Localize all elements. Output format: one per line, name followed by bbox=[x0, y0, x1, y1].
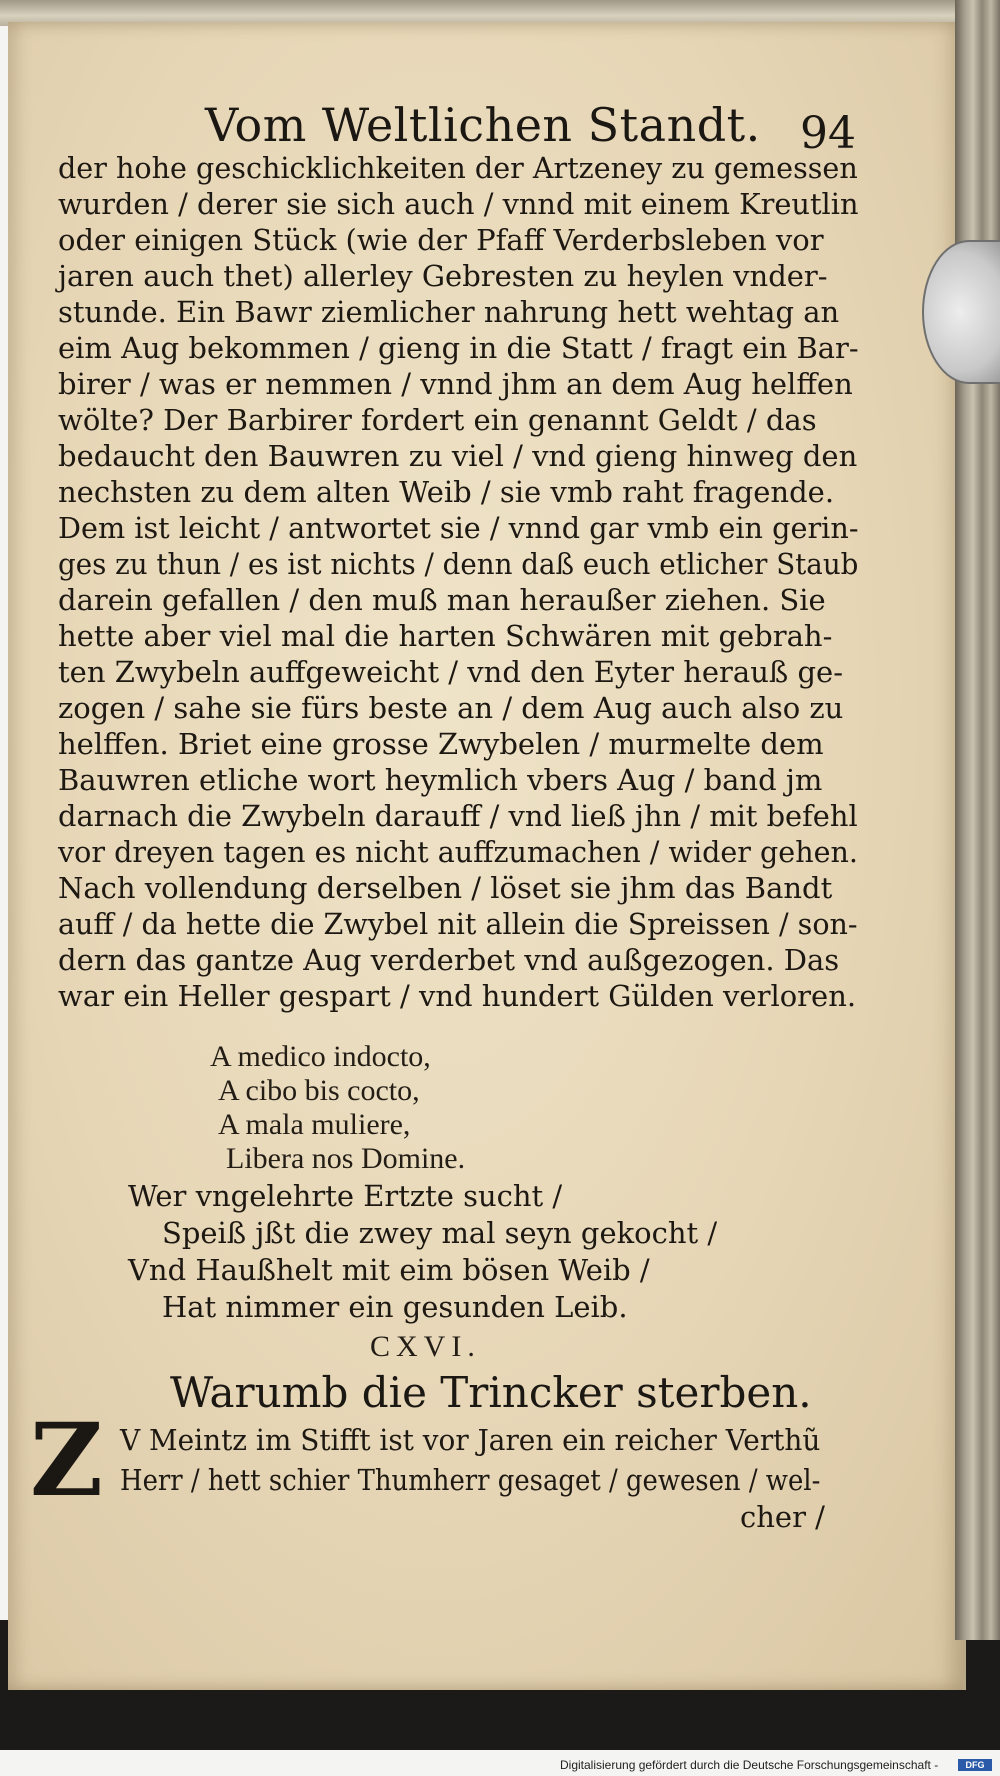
text-line: auff / da hette die Zwybel nit allein die Spreissen / son- bbox=[58, 907, 858, 941]
text-line: oder einigen Stück (wie der Pfaff Verderbsleben vor bbox=[58, 223, 824, 257]
digitization-credit: Digitalisierung gefördert durch die Deutsche Forschungsgemeinschaft - bbox=[560, 1758, 939, 1772]
text-line: wölte? Der Barbirer fordert ein genannt Geldt / das bbox=[58, 403, 817, 437]
dfg-logo: DFG bbox=[958, 1759, 992, 1771]
text-line: bedaucht den Bauwren zu viel / vnd gieng hinweg den bbox=[58, 439, 858, 473]
text-line: der hohe geschicklichkeiten der Artzeney zu gemessen bbox=[58, 151, 858, 185]
verse-line: A medico indocto, bbox=[210, 1040, 431, 1073]
running-head: Vom Weltlichen Standt. bbox=[205, 98, 761, 152]
text-line: darnach die Zwybeln darauff / vnd ließ jhn / mit befehl bbox=[58, 799, 858, 833]
chapter-body bbox=[120, 1420, 820, 1500]
verse-line: Hat nimmer ein gesunden Leib. bbox=[161, 1290, 628, 1324]
verse-line: A mala muliere, bbox=[218, 1108, 411, 1141]
text-line: Bauwren etliche wort heymlich vbers Aug / band jm bbox=[58, 763, 823, 797]
text-line: stunde. Ein Bawr ziemlicher nahrung hett wehtag an bbox=[58, 295, 840, 329]
chapter-number: CXVI. bbox=[370, 1330, 481, 1363]
text-line: Herr / hett schier Thumherr gesaget / gewesen / wel- bbox=[120, 1463, 821, 1497]
body-text bbox=[58, 150, 858, 1014]
text-line: vor dreyen tagen es nicht auffzumachen / wider gehen. bbox=[58, 835, 858, 869]
text-line: ten Zwybeln auffgeweicht / vnd den Eyter herauß ge- bbox=[58, 655, 843, 689]
verse-line: Speiß jßt die zwey mal seyn gekocht / bbox=[161, 1216, 718, 1250]
text-line: dern das gantze Aug verderbet vnd außgezogen. Das bbox=[58, 943, 840, 977]
text-line: Nach vollendung derselben / löset sie jhm das Bandt bbox=[58, 871, 833, 905]
page-number: 94 bbox=[800, 108, 856, 159]
catchword: cher / bbox=[740, 1500, 825, 1534]
verse-line: Wer vngelehrte Ertzte sucht / bbox=[128, 1179, 563, 1213]
text-line: hette aber viel mal die harten Schwären mit gebrah- bbox=[58, 619, 833, 653]
german-verse bbox=[128, 1178, 718, 1326]
drop-cap: Z bbox=[30, 1401, 103, 1519]
text-line: war ein Heller gespart / vnd hundert Gülden verloren. bbox=[58, 979, 857, 1013]
latin-verse bbox=[210, 1040, 465, 1176]
text-line: ges zu thun / es ist nichts / denn daß euch etlicher Staub bbox=[58, 547, 859, 581]
text-line: birer / was er nemmen / vnnd jhm an dem Aug helffen bbox=[58, 367, 853, 401]
text-line: eim Aug bekommen / gieng in die Statt / fragt ein Bar- bbox=[58, 331, 859, 365]
text-line: V Meintz im Stifft ist vor Jaren ein reicher Verthũ bbox=[120, 1423, 821, 1457]
text-line: helffen. Briet eine grosse Zwybelen / murmelte dem bbox=[58, 727, 824, 761]
text-line: zogen / sahe sie fürs beste an / dem Aug auch also zu bbox=[58, 691, 844, 725]
text-line: wurden / derer sie sich auch / vnnd mit einem Kreutlin bbox=[58, 187, 859, 221]
verse-line: Vnd Haußhelt mit eim bösen Weib / bbox=[128, 1253, 650, 1287]
text-line: darein gefallen / den muß man heraußer ziehen. Sie bbox=[58, 583, 826, 617]
text-line: nechsten zu dem alten Weib / sie vmb raht fragende. bbox=[58, 475, 835, 509]
text-line: Dem ist leicht / antwortet sie / vnnd gar vmb ein gerin- bbox=[58, 511, 859, 545]
verse-line: Libera nos Domine. bbox=[226, 1142, 466, 1175]
chapter-title: Warumb die Trincker sterben. bbox=[170, 1368, 812, 1417]
text-line: jaren auch thet) allerley Gebresten zu heylen vnder- bbox=[58, 259, 828, 293]
verse-line: A cibo bis cocto, bbox=[218, 1074, 420, 1107]
